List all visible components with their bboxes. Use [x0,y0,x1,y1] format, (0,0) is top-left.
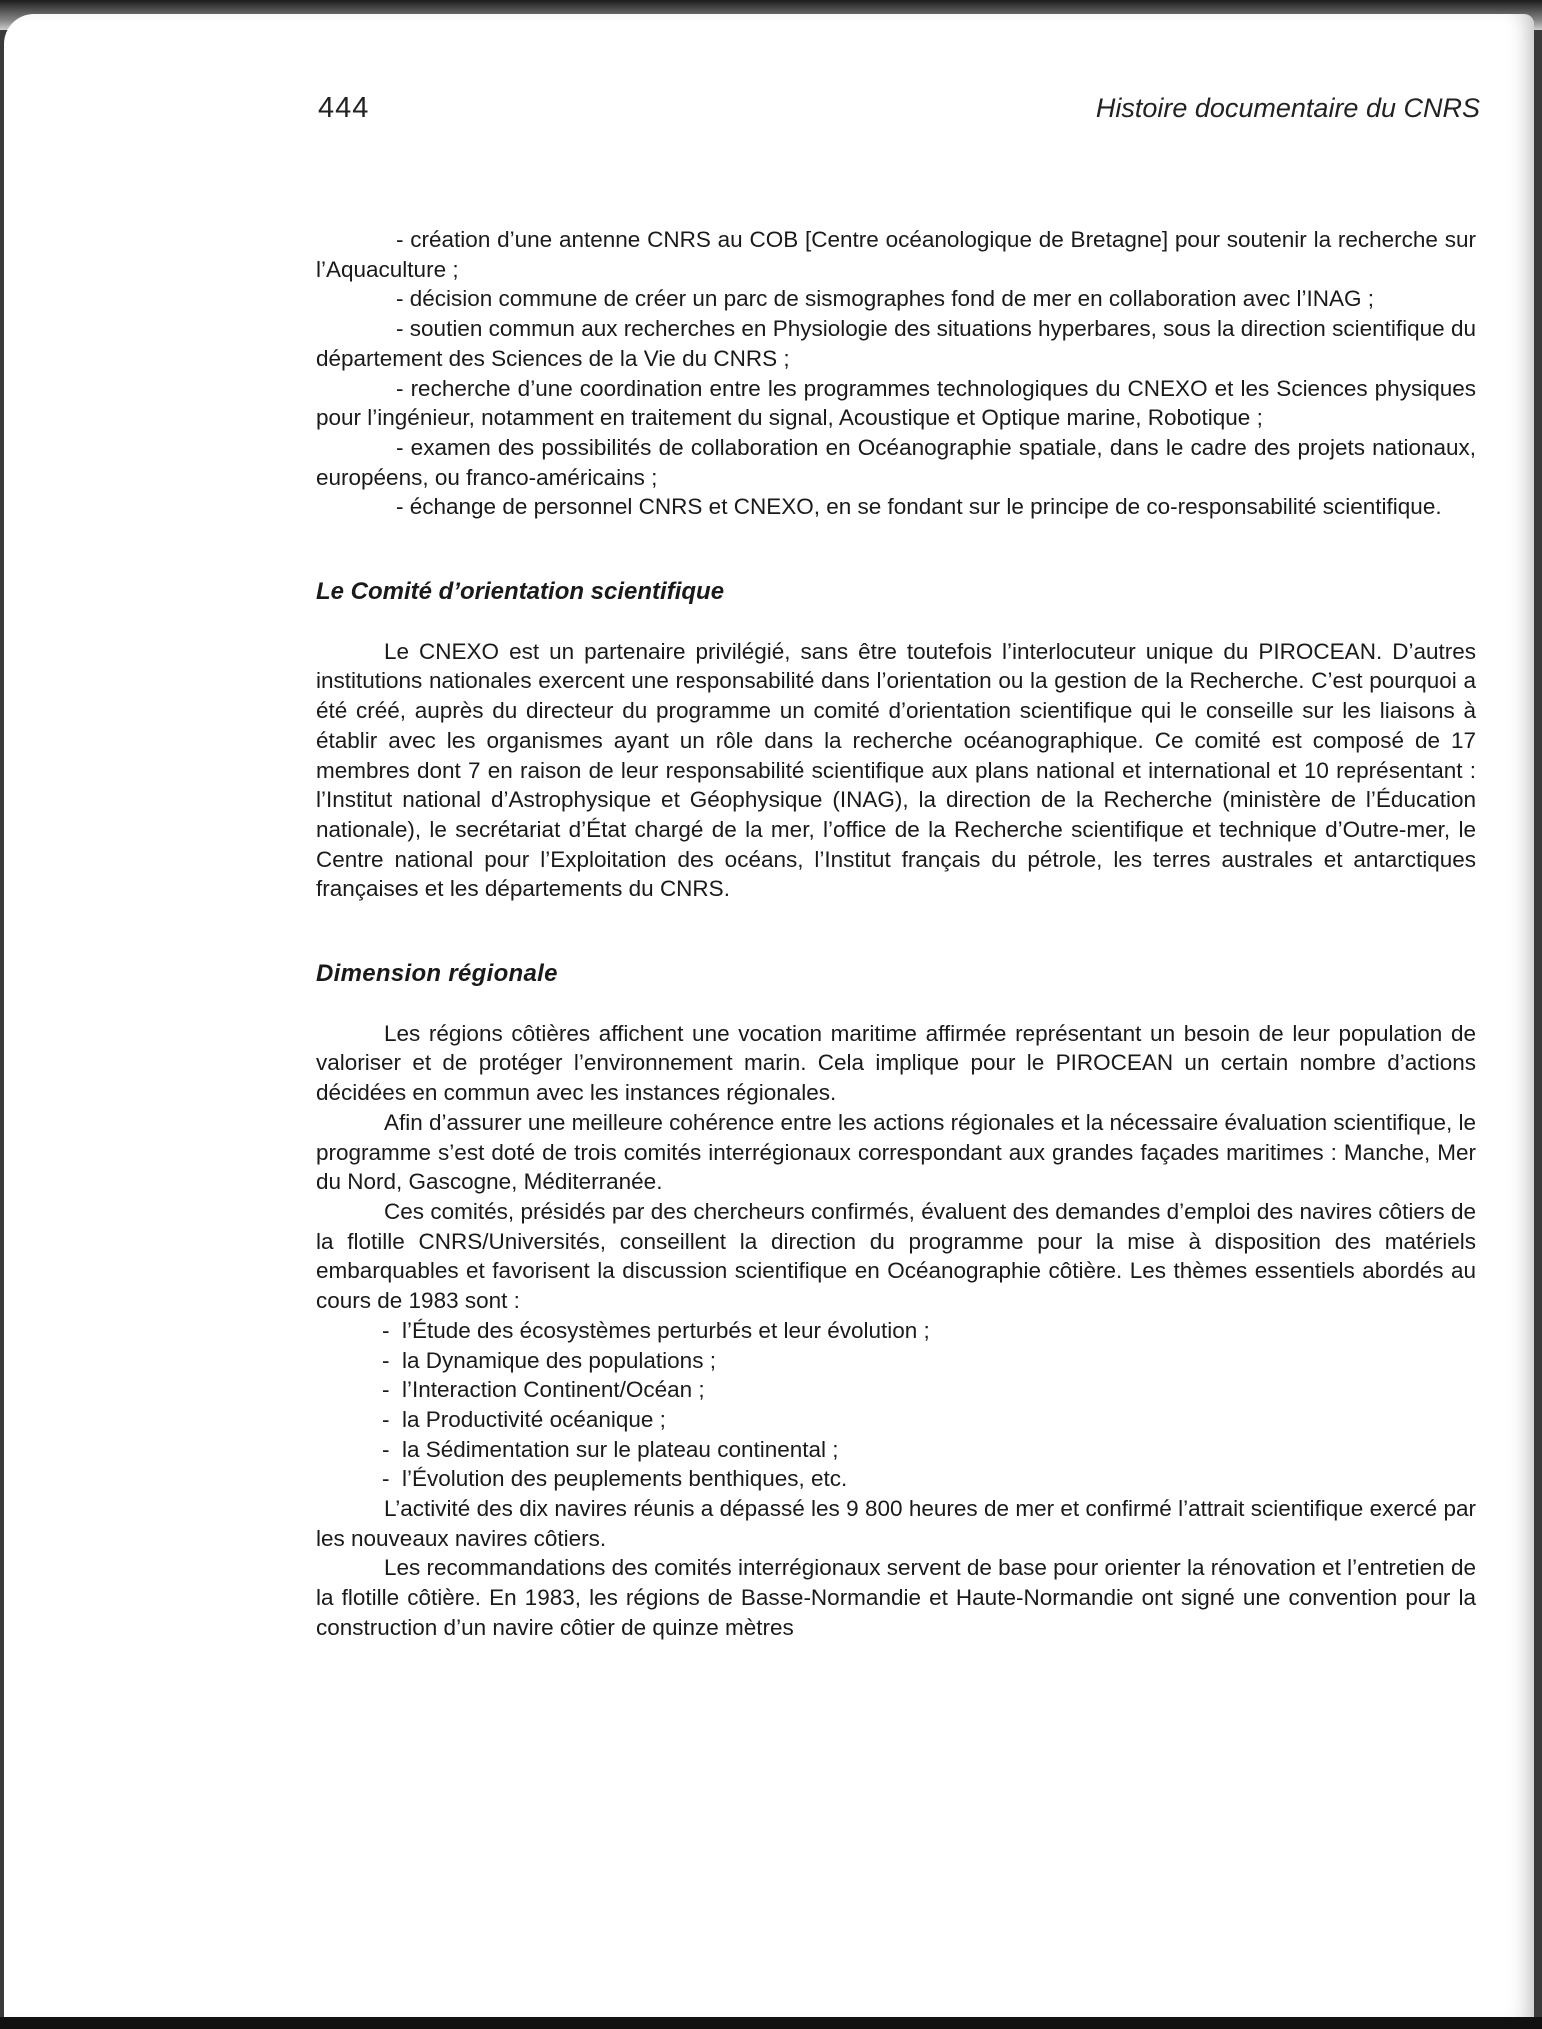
list-item: - soutien commun aux recherches en Physiologie des situations hyperbares, sous la direction scientifique du département des Sciences de la Vie du CNRS ; [316,316,1476,371]
page-body [316,225,1476,1643]
section-heading-dimension-regionale: Dimension régionale [316,960,558,988]
list-item: - échange de personnel CNRS et CNEXO, en se fondant sur le principe de co-responsabilité scientifique. [396,494,1442,520]
paragraph: L’activité des dix navires réunis a dépassé les 9 800 heures de mer et confirmé l’attrait scientifique exercé par les nouveaux navires côtiers. [316,1496,1476,1551]
running-header [318,92,1480,125]
paragraph: Les régions côtières affichent une vocation maritime affirmée représentant un besoin de leur population de valoriser et de protéger l’environnement marin. Cela implique pour le PIROCEAN un certain nombre d’actions décidées en commun avec les instances régionales. [316,1020,1476,1106]
theme-item: - la Dynamique des populations ; [382,1346,1476,1376]
section-heading-comite: Le Comité d’orientation scientifique [316,578,725,606]
paragraph: Les recommandations des comités interrégionaux servent de base pour orienter la rénovation et l’entretien de la flotille côtière. En 1983, les régions de Basse-Normandie et Haute-Normandie ont signé une convention pour la construction d’un navire côtier de quinze mètres [316,1555,1476,1640]
paragraph: Ces comités, présidés par des chercheurs confirmés, évaluent des demandes d’emploi des navires côtiers de la flotille CNRS/Universités, conseillent la direction du programme pour la mise à disposition des matériels embarquables et favorisent la discussion scientifique en Océanographie côtière. Les thèmes essentiels abordés au cours de 1983 sont : [316,1198,1476,1314]
scan-bottom-edge [0,2017,1542,2029]
themes-list [316,1316,1476,1494]
theme-item: - l’Étude des écosystèmes perturbés et leur évolution ; [382,1316,1476,1346]
theme-item: - l’Interaction Continent/Océan ; [382,1375,1476,1405]
theme-item: - la Productivité océanique ; [382,1405,1476,1435]
list-item: - recherche d’une coordination entre les programmes technologiques du CNEXO et les Sciences physiques pour l’ingénieur, notamment en traitement du signal, Acoustique et Optique marine, Robotique ; [316,375,1476,431]
running-title: Histoire documentaire du CNRS [1095,93,1480,123]
intro-list [316,225,1476,522]
theme-item: - l’Évolution des peuplements benthiques, etc. [382,1464,1476,1494]
paragraph: Le CNEXO est un partenaire privilégié, sans être toutefois l’interlocuteur unique du PIROCEAN. D’autres institutions nationales exercent une responsabilité dans l’orientation ou la gestion de la Recherche. C’est pourquoi a été créé, auprès du directeur du programme un comité d’orientation scientifique qui le conseille sur les liaisons à établir avec les organismes ayant un rôle dans la recherche océanographique. Ce comité est composé de 17 membres dont 7 en raison de leur responsabilité scientifique aux plans national et international et 10 représentant : l’Institut national d’Astrophysique et Géophysique (INAG), la direction de la Recherche (ministère de l’Éducation nationale), le secrétariat d’État chargé de la mer, l’office de la Recherche scientifique et technique d’Outre-mer, le Centre national pour l’Exploitation des océans, l’Institut français du pétrole, les terres australes et antarctiques françaises et les départements du CNRS. [316,638,1476,902]
list-item: - examen des possibilités de collaboration en Océanographie spatiale, dans le cadre des projets nationaux, européens, ou franco-américains ; [316,434,1476,490]
theme-item: - la Sédimentation sur le plateau continental ; [382,1435,1476,1465]
page-number: 444 [318,92,370,124]
list-item: - décision commune de créer un parc de sismographes fond de mer en collaboration avec l’INAG ; [396,286,1374,312]
paragraph: Afin d’assurer une meilleure cohérence entre les actions régionales et la nécessaire évaluation scientifique, le programme s’est doté de trois comités interrégionaux correspondant aux grandes façades maritimes : Manche, Mer du Nord, Gascogne, Méditerranée. [316,1109,1476,1195]
list-item: - création d’une antenne CNRS au COB [Centre océanologique de Bretagne] pour soutenir la recherche sur l’Aquaculture ; [316,227,1476,282]
